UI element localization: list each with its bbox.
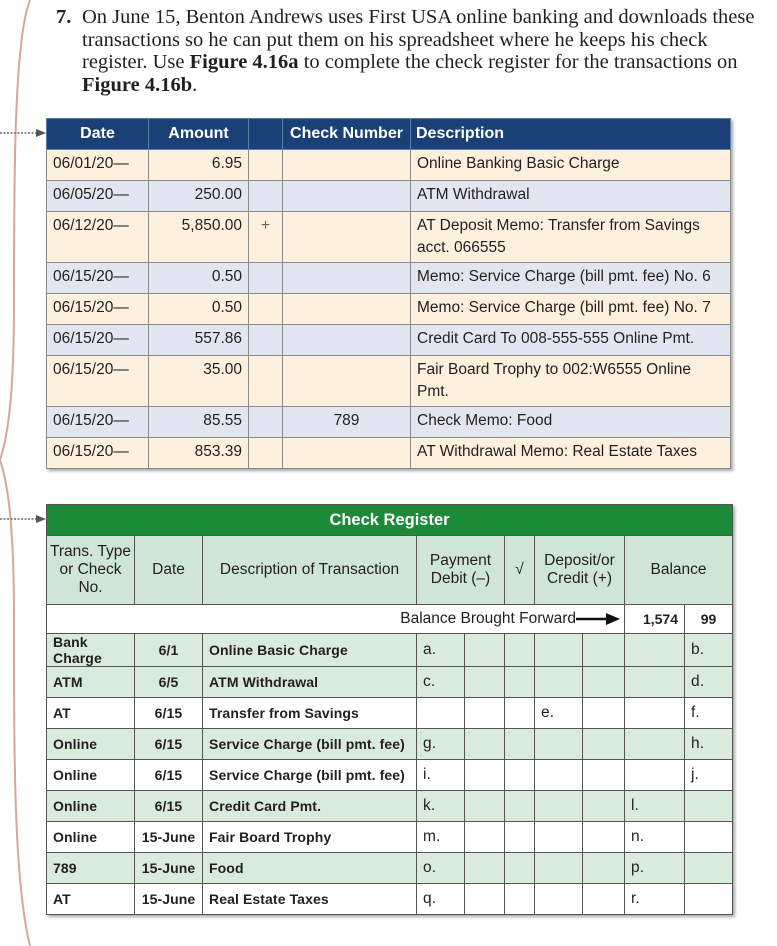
reg-payment[interactable]: c. bbox=[417, 667, 465, 698]
reg-desc: Credit Card Pmt. bbox=[203, 791, 417, 822]
reg-payment-cents[interactable] bbox=[465, 667, 505, 698]
table-row bbox=[47, 150, 731, 181]
tx-amount: 557.86 bbox=[149, 325, 249, 356]
table-row bbox=[47, 356, 731, 407]
reg-deposit-cents[interactable] bbox=[583, 822, 625, 853]
tx-check bbox=[283, 294, 411, 325]
reg-desc: Real Estate Taxes bbox=[203, 884, 417, 915]
tx-flag bbox=[249, 294, 283, 325]
tx-check bbox=[283, 325, 411, 356]
reg-balance[interactable]: l. bbox=[625, 791, 685, 822]
tx-description: Fair Board Trophy to 002:W6555 Online Pmt. bbox=[411, 356, 731, 407]
register-row bbox=[47, 884, 733, 915]
table-row bbox=[47, 325, 731, 356]
tx-description: AT Withdrawal Memo: Real Estate Taxes bbox=[411, 438, 731, 469]
reg-balance-cents[interactable] bbox=[685, 822, 733, 853]
reg-balance-cents[interactable]: b. bbox=[685, 634, 733, 667]
reg-check[interactable] bbox=[505, 884, 535, 915]
reg-payment[interactable]: i. bbox=[417, 760, 465, 791]
tx-amount: 5,850.00 bbox=[149, 212, 249, 263]
reg-payment[interactable] bbox=[417, 698, 465, 729]
register-row bbox=[47, 822, 733, 853]
tx-description: Memo: Service Charge (bill pmt. fee) No. 6 bbox=[411, 263, 731, 294]
arrow-to-figure-a-icon bbox=[0, 128, 46, 138]
tx-amount: 853.39 bbox=[149, 438, 249, 469]
reg-date: 15-June bbox=[135, 822, 203, 853]
reg-balance[interactable]: p. bbox=[625, 853, 685, 884]
tx-description: Check Memo: Food bbox=[411, 407, 731, 438]
balance-forward-label bbox=[47, 605, 625, 634]
tx-date: 06/15/20— bbox=[47, 407, 149, 438]
reg-deposit-cents[interactable] bbox=[583, 884, 625, 915]
header-date: Date bbox=[47, 119, 149, 150]
reg-type: ATM bbox=[47, 667, 135, 698]
reg-date: 6/15 bbox=[135, 760, 203, 791]
problem-text-part-3: . bbox=[192, 73, 198, 96]
reg-balance[interactable] bbox=[625, 729, 685, 760]
reg-payment-cents[interactable] bbox=[465, 791, 505, 822]
reg-check[interactable] bbox=[505, 667, 535, 698]
reg-balance-cents[interactable] bbox=[685, 791, 733, 822]
table-row bbox=[47, 407, 731, 438]
reg-payment-cents[interactable] bbox=[465, 853, 505, 884]
register-header-row bbox=[47, 536, 733, 605]
reg-balance[interactable] bbox=[625, 667, 685, 698]
tx-check bbox=[283, 438, 411, 469]
tx-flag bbox=[249, 181, 283, 212]
reg-type: Bank Charge bbox=[47, 634, 135, 667]
table-row bbox=[47, 294, 731, 325]
arrow-right-icon bbox=[576, 613, 620, 625]
tx-description: AT Deposit Memo: Transfer from Savings acct. 066555 bbox=[411, 212, 731, 263]
tx-flag bbox=[249, 150, 283, 181]
header-flag bbox=[249, 119, 283, 150]
reg-check[interactable] bbox=[505, 822, 535, 853]
reg-balance-cents[interactable]: j. bbox=[685, 760, 733, 791]
tx-flag: + bbox=[249, 212, 283, 263]
problem-text-part-2: to complete the check register for the transactions on bbox=[298, 51, 738, 73]
balance-forward-dollars: 1,574 bbox=[625, 605, 685, 634]
reg-deposit[interactable] bbox=[535, 760, 583, 791]
register-row bbox=[47, 667, 733, 698]
figure-b-ref: Figure 4.16b bbox=[82, 73, 193, 96]
tx-description: ATM Withdrawal bbox=[411, 181, 731, 212]
reg-deposit[interactable] bbox=[535, 667, 583, 698]
tx-check: 789 bbox=[283, 407, 411, 438]
reg-date: 15-June bbox=[135, 853, 203, 884]
tx-date: 06/12/20— bbox=[47, 212, 149, 263]
reg-payment[interactable]: m. bbox=[417, 822, 465, 853]
reg-desc: Service Charge (bill pmt. fee) bbox=[203, 760, 417, 791]
register-row bbox=[47, 729, 733, 760]
reg-check[interactable] bbox=[505, 698, 535, 729]
header-check-number: Check Number bbox=[283, 119, 411, 150]
reg-type: AT bbox=[47, 884, 135, 915]
reg-type: Online bbox=[47, 729, 135, 760]
tx-check bbox=[283, 212, 411, 263]
reg-balance[interactable] bbox=[625, 634, 685, 667]
table-row bbox=[47, 438, 731, 469]
reg-balance-cents[interactable]: d. bbox=[685, 667, 733, 698]
balance-forward-text: Balance Brought Forward bbox=[400, 610, 576, 627]
reg-payment[interactable]: o. bbox=[417, 853, 465, 884]
tx-description: Credit Card To 008-555-555 Online Pmt. bbox=[411, 325, 731, 356]
reg-balance-cents[interactable]: f. bbox=[685, 698, 733, 729]
tx-amount: 35.00 bbox=[149, 356, 249, 407]
problem-statement bbox=[56, 6, 756, 96]
problem-text-part-1: On June 15, Benton Andrews uses First USA online banking and downloads these transactions so he can put them on his spreadsheet where he keeps his check register. Use bbox=[82, 6, 755, 73]
register-row bbox=[47, 634, 733, 667]
reg-payment-cents[interactable] bbox=[465, 822, 505, 853]
reg-deposit[interactable] bbox=[535, 853, 583, 884]
reg-date: 6/1 bbox=[135, 634, 203, 667]
reg-check[interactable] bbox=[505, 791, 535, 822]
header-description: Description bbox=[411, 119, 731, 150]
transactions-header-row bbox=[47, 119, 731, 150]
tx-amount: 6.95 bbox=[149, 150, 249, 181]
reg-deposit-cents[interactable] bbox=[583, 853, 625, 884]
tx-flag bbox=[249, 263, 283, 294]
register-header-balance: Balance bbox=[625, 536, 733, 605]
table-row bbox=[47, 212, 731, 263]
reg-type: Online bbox=[47, 791, 135, 822]
tx-amount: 250.00 bbox=[149, 181, 249, 212]
reg-deposit[interactable] bbox=[535, 729, 583, 760]
reg-deposit[interactable] bbox=[535, 791, 583, 822]
reg-payment[interactable]: k. bbox=[417, 791, 465, 822]
reg-balance-cents[interactable]: h. bbox=[685, 729, 733, 760]
reg-desc: Online Basic Charge bbox=[203, 634, 417, 667]
register-title: Check Register bbox=[47, 505, 733, 536]
register-row bbox=[47, 760, 733, 791]
reg-check[interactable] bbox=[505, 634, 535, 667]
reg-payment-cents[interactable] bbox=[465, 729, 505, 760]
tx-flag bbox=[249, 325, 283, 356]
tx-flag bbox=[249, 356, 283, 407]
tx-date: 06/15/20— bbox=[47, 325, 149, 356]
reg-date: 6/15 bbox=[135, 698, 203, 729]
reg-balance[interactable]: r. bbox=[625, 884, 685, 915]
reg-balance[interactable] bbox=[625, 698, 685, 729]
balance-forward-cents: 99 bbox=[685, 605, 733, 634]
tx-check bbox=[283, 181, 411, 212]
tx-amount: 0.50 bbox=[149, 294, 249, 325]
reg-payment-cents[interactable] bbox=[465, 884, 505, 915]
reg-deposit[interactable] bbox=[535, 884, 583, 915]
problem-text bbox=[82, 6, 756, 96]
reg-deposit-cents[interactable] bbox=[583, 729, 625, 760]
reg-type: AT bbox=[47, 698, 135, 729]
register-header-date: Date bbox=[135, 536, 203, 605]
table-row bbox=[47, 181, 731, 212]
reg-type: Online bbox=[47, 822, 135, 853]
transactions-table bbox=[46, 118, 731, 469]
tx-description: Online Banking Basic Charge bbox=[411, 150, 731, 181]
tx-date: 06/01/20— bbox=[47, 150, 149, 181]
reg-payment-cents[interactable] bbox=[465, 760, 505, 791]
table-row bbox=[47, 263, 731, 294]
tx-flag bbox=[249, 407, 283, 438]
reg-payment-cents[interactable] bbox=[465, 698, 505, 729]
tx-amount: 0.50 bbox=[149, 263, 249, 294]
figure-a-ref: Figure 4.16a bbox=[189, 51, 299, 73]
reg-check[interactable] bbox=[505, 729, 535, 760]
register-row bbox=[47, 791, 733, 822]
reg-check[interactable] bbox=[505, 853, 535, 884]
reg-type: 789 bbox=[47, 853, 135, 884]
reg-deposit[interactable] bbox=[535, 634, 583, 667]
reg-date: 6/5 bbox=[135, 667, 203, 698]
tx-amount: 85.55 bbox=[149, 407, 249, 438]
reg-desc: Fair Board Trophy bbox=[203, 822, 417, 853]
reg-desc: ATM Withdrawal bbox=[203, 667, 417, 698]
tx-date: 06/15/20— bbox=[47, 294, 149, 325]
balance-forward-row bbox=[47, 605, 733, 634]
header-amount: Amount bbox=[149, 119, 249, 150]
reg-payment[interactable]: g. bbox=[417, 729, 465, 760]
tx-date: 06/15/20— bbox=[47, 438, 149, 469]
register-header-check: √ bbox=[505, 536, 535, 605]
reg-date: 6/15 bbox=[135, 729, 203, 760]
reg-deposit-cents[interactable] bbox=[583, 760, 625, 791]
problem-number: 7. bbox=[56, 6, 72, 28]
reg-deposit[interactable]: e. bbox=[535, 698, 583, 729]
reg-payment-cents[interactable] bbox=[465, 634, 505, 667]
reg-date: 6/15 bbox=[135, 791, 203, 822]
tx-check bbox=[283, 263, 411, 294]
reg-type: Online bbox=[47, 760, 135, 791]
tx-date: 06/05/20— bbox=[47, 181, 149, 212]
register-header-description: Description of Transaction bbox=[203, 536, 417, 605]
reg-desc: Transfer from Savings bbox=[203, 698, 417, 729]
reg-desc: Service Charge (bill pmt. fee) bbox=[203, 729, 417, 760]
reg-payment[interactable]: q. bbox=[417, 884, 465, 915]
reg-check[interactable] bbox=[505, 760, 535, 791]
arrow-to-figure-b-icon bbox=[0, 514, 46, 524]
check-register-table bbox=[46, 504, 733, 915]
reg-desc: Food bbox=[203, 853, 417, 884]
reg-balance-cents[interactable] bbox=[685, 884, 733, 915]
reg-balance[interactable]: n. bbox=[625, 822, 685, 853]
register-header-type: Trans. Type or Check No. bbox=[47, 536, 135, 605]
reg-payment[interactable]: a. bbox=[417, 634, 465, 667]
tx-flag bbox=[249, 438, 283, 469]
register-header-deposit: Deposit/or Credit (+) bbox=[535, 536, 625, 605]
register-row bbox=[47, 853, 733, 884]
reg-deposit-cents[interactable] bbox=[583, 698, 625, 729]
tx-check bbox=[283, 356, 411, 407]
reg-date: 15-June bbox=[135, 884, 203, 915]
tx-check bbox=[283, 150, 411, 181]
reg-balance[interactable] bbox=[625, 760, 685, 791]
tx-date: 06/15/20— bbox=[47, 263, 149, 294]
bracket-decoration bbox=[0, 0, 40, 946]
register-header-payment: Payment Debit (–) bbox=[417, 536, 505, 605]
reg-deposit-cents[interactable] bbox=[583, 791, 625, 822]
tx-date: 06/15/20— bbox=[47, 356, 149, 407]
reg-balance-cents[interactable] bbox=[685, 853, 733, 884]
tx-description: Memo: Service Charge (bill pmt. fee) No. 7 bbox=[411, 294, 731, 325]
reg-deposit-cents[interactable] bbox=[583, 667, 625, 698]
reg-deposit-cents[interactable] bbox=[583, 634, 625, 667]
register-row bbox=[47, 698, 733, 729]
reg-deposit[interactable] bbox=[535, 822, 583, 853]
